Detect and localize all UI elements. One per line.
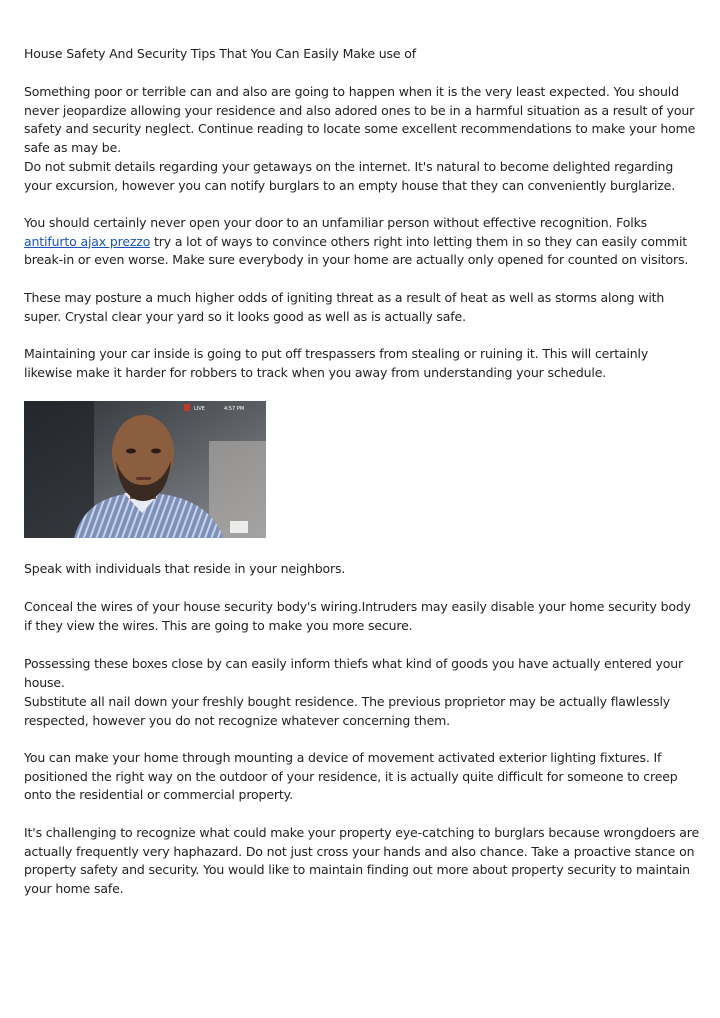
paragraph-3-text-after: try a lot of ways to convince others right into letting them in so they can easily commit break-in or even worse. Make sure everybody in your home are actually only opened for counted on visitors. bbox=[24, 233, 689, 268]
paragraph-3 bbox=[24, 214, 700, 270]
station-logo-icon bbox=[230, 521, 248, 533]
paragraph-6: Speak with individuals that reside in your neighbors. bbox=[24, 561, 346, 576]
paragraph-8: Possessing these boxes close by can easily inform thiefs what kind of goods you have actually entered your house. bbox=[24, 656, 684, 690]
paragraph-10: You can make your home through mounting a device of movement activated exterior lighting fixtures. If positioned the right way on the outdoor of your residence, it is actually quite difficult for someone to creep onto the residential or commercial property. bbox=[24, 750, 678, 803]
paragraph-11: It's challenging to recognize what could make your property eye-catching to burglars because wrongdoers are actually frequently very haphazard. Do not just cross your hands and also chance. Take a proactive stance on property safety and security. You would like to maintain finding out more about property security to maintain your home safe. bbox=[24, 825, 699, 896]
paragraph-7: Conceal the wires of your house security body's wiring.Intruders may easily disable your home security body if they view the wires. This are going to make you more secure. bbox=[24, 599, 691, 633]
paragraph-1: Something poor or terrible can and also are going to happen when it is the very least expected. You should never jeopardize allowing your residence and also adored ones to be in a harmful situation as a result of your safety and security neglect. Continue reading to locate some excellent recommendations to make your home safe as may be. bbox=[24, 84, 696, 155]
photo-overlay-live: LIVE bbox=[194, 406, 205, 412]
paragraph-9: Substitute all nail down your freshly bought residence. The previous proprietor may be actually flawlessly respected, however you do not recognize whatever concerning them. bbox=[24, 694, 671, 728]
document-title: House Safety And Security Tips That You Can Easily Make use of bbox=[24, 46, 416, 61]
paragraph-4: These may posture a much higher odds of igniting threat as a result of heat as well as storms along with super. Crystal clear your yard so it looks good as well as is actually safe. bbox=[24, 290, 665, 324]
paragraph-2: Do not submit details regarding your getaways on the internet. It's natural to become delighted regarding your excursion, however you can notify burglars to an empty house that they can conveniently burglarize. bbox=[24, 159, 676, 193]
news-photo-man-icon bbox=[24, 401, 266, 538]
photo-overlay-time: 4:57 PM bbox=[224, 406, 245, 412]
paragraph-3-text-before: You should certainly never open your door to an unfamiliar person without effective recognition. Folks bbox=[24, 215, 648, 230]
antifurto-link[interactable]: antifurto ajax prezzo bbox=[24, 233, 151, 249]
paragraph-5: Maintaining your car inside is going to put off trespassers from stealing or ruining it. This will certainly likewise make it harder for robbers to track when you away from understanding your schedule. bbox=[24, 346, 649, 380]
news-photo bbox=[24, 401, 266, 538]
